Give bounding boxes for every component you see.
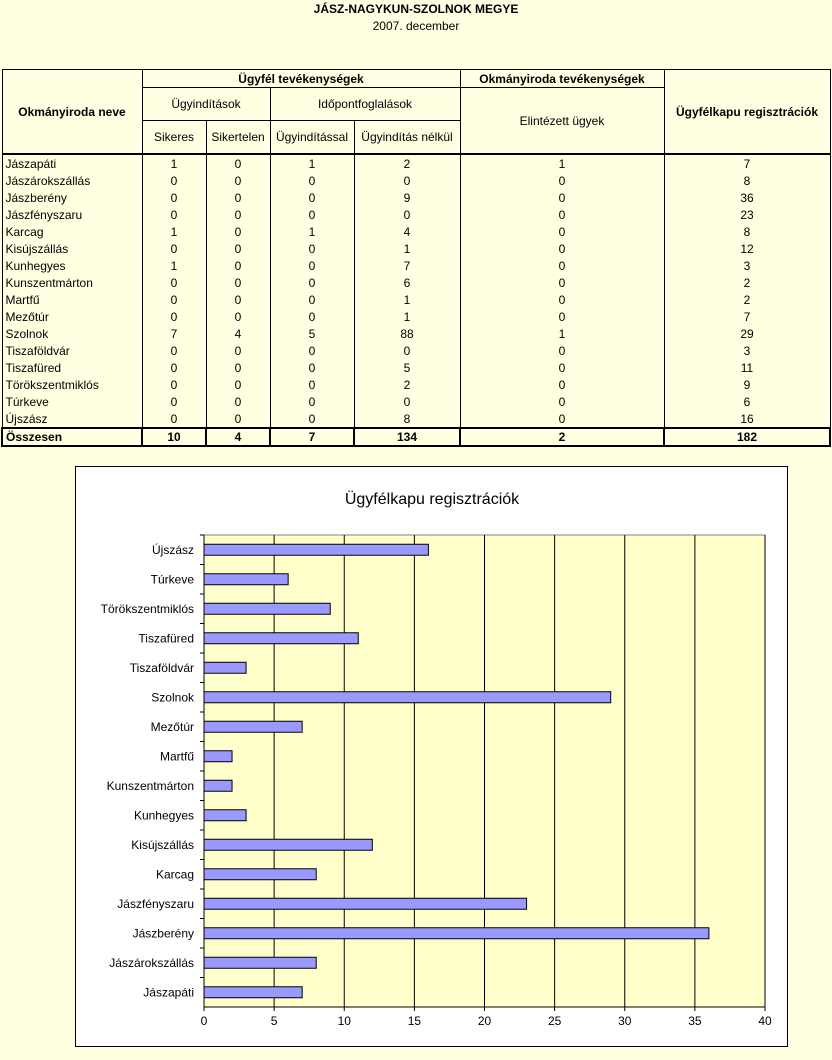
cell-sikeres: 0 [142,376,206,393]
header-ugyinditasok: Ügyindítások [142,88,270,121]
data-table [1,69,831,447]
cell-nelkul: 0 [354,342,460,359]
bar [204,721,302,732]
cell-elintezett: 0 [460,308,664,325]
cell-elintezett: 0 [460,359,664,376]
cell-name: Jászberény [2,189,142,206]
cell-sikeres: 0 [142,274,206,291]
cell-ugyinditassal: 0 [270,359,354,376]
cell-ugyinditassal: 0 [270,376,354,393]
header-sikertelen: Sikertelen [206,121,270,155]
table-row [2,393,830,410]
cell-ugyfelkapu: 16 [664,410,830,428]
cell-name: Martfű [2,291,142,308]
cell-name: Mezőtúr [2,308,142,325]
cell-sikertelen: 0 [206,223,270,240]
cell-ugyinditassal: 1 [270,223,354,240]
x-tick-label: 20 [477,1014,492,1028]
cell-name: Karcag [2,223,142,240]
cell-ugyfelkapu: 29 [664,325,830,342]
cell-elintezett: 1 [460,154,664,172]
cell-ugyfelkapu: 3 [664,257,830,274]
cell-ugyinditassal: 0 [270,342,354,359]
cell-nelkul: 1 [354,240,460,257]
cell-name: Kunszentmárton [2,274,142,291]
table-row [2,223,830,240]
cell-elintezett: 0 [460,172,664,189]
cell-name: Jászfényszaru [2,206,142,223]
cell-sikeres: 0 [142,308,206,325]
cell-sikertelen: 0 [206,359,270,376]
cell-sikertelen: 0 [206,274,270,291]
chart-area [75,466,788,1047]
cell-nelkul: 8 [354,410,460,428]
header-ugyfel-group: Ügyfél tevékenységek [142,70,460,88]
cell-nelkul: 1 [354,308,460,325]
table-row [2,376,830,393]
cell-ugyinditassal: 0 [270,274,354,291]
bar [204,869,316,880]
x-tick-label: 15 [407,1014,422,1028]
cell-name: Kisújszállás [2,240,142,257]
cell-name: Tiszaföldvár [2,342,142,359]
cell-sikeres: 0 [142,393,206,410]
cell-ugyfelkapu: 12 [664,240,830,257]
cell-ugyfelkapu: 6 [664,393,830,410]
header-okmany-group: Okmányiroda tevékenységek [460,70,664,88]
cell-name: Jászapáti [2,154,142,172]
bar [204,633,358,644]
header-ugyinditassal: Ügyindítással [270,121,354,155]
bar [204,544,428,555]
cell-name: Újszász [2,410,142,428]
x-tick-label: 25 [547,1014,562,1028]
cell-ugyfelkapu: 36 [664,189,830,206]
cell-nelkul: 7 [354,257,460,274]
table-row [2,240,830,257]
y-tick-label: Kunszentmárton [106,778,194,793]
cell-ugyfelkapu: 11 [664,359,830,376]
page-title: JÁSZ-NAGYKUN-SZOLNOK MEGYE [313,2,519,16]
page-subtitle: 2007. december [372,19,460,33]
cell-sikertelen: 0 [206,342,270,359]
y-tick-label: Karcag [155,867,194,882]
cell-elintezett: 0 [460,376,664,393]
cell-sikeres: 0 [142,206,206,223]
bar [204,898,527,909]
y-tick-label: Túrkeve [150,572,194,587]
bar [204,780,232,791]
cell-ugyfelkapu: 8 [664,172,830,189]
header-nelkul: Ügyindítás nélkül [354,121,460,155]
cell-sikertelen: 0 [206,257,270,274]
cell-nelkul: 1 [354,291,460,308]
cell-sikertelen: 0 [206,308,270,325]
y-tick-label: Szolnok [151,690,194,705]
x-tick-label: 30 [618,1014,632,1028]
bar [204,810,246,821]
y-tick-label: Kunhegyes [133,808,194,823]
cell-elintezett: 0 [460,223,664,240]
total-sikertelen: 4 [206,428,270,446]
cell-nelkul: 0 [354,206,460,223]
cell-ugyinditassal: 0 [270,189,354,206]
x-tick-label: 40 [758,1014,772,1028]
y-tick-label: Újszász [151,542,194,557]
cell-sikertelen: 0 [206,240,270,257]
cell-elintezett: 0 [460,206,664,223]
header-idopontfoglalasok: Időpontfoglalások [270,88,460,121]
cell-ugyinditassal: 0 [270,206,354,223]
cell-ugyfelkapu: 8 [664,223,830,240]
cell-nelkul: 5 [354,359,460,376]
bar [204,957,316,968]
y-tick-label: Martfű [159,749,194,764]
cell-ugyfelkapu: 7 [664,154,830,172]
table-row [2,359,830,376]
cell-sikeres: 0 [142,172,206,189]
cell-nelkul: 88 [354,325,460,342]
bar [204,662,246,673]
cell-sikeres: 0 [142,291,206,308]
cell-sikertelen: 0 [206,206,270,223]
cell-sikeres: 0 [142,240,206,257]
cell-ugyinditassal: 0 [270,257,354,274]
cell-nelkul: 0 [354,172,460,189]
x-tick-label: 35 [688,1014,702,1028]
y-tick-label: Jászfényszaru [117,896,194,911]
cell-sikertelen: 0 [206,189,270,206]
total-label: Összesen [2,428,142,446]
x-tick-label: 5 [270,1014,278,1028]
table-row [2,342,830,359]
cell-ugyinditassal: 0 [270,410,354,428]
cell-sikertelen: 0 [206,154,270,172]
cell-sikeres: 0 [142,359,206,376]
cell-ugyfelkapu: 2 [664,274,830,291]
cell-ugyinditassal: 5 [270,325,354,342]
table-row [2,308,830,325]
cell-sikertelen: 0 [206,291,270,308]
total-ugyfelkapu: 182 [664,428,830,446]
cell-elintezett: 0 [460,410,664,428]
cell-ugyinditassal: 1 [270,154,354,172]
bar [204,603,330,614]
cell-name: Túrkeve [2,393,142,410]
cell-sikertelen: 0 [206,172,270,189]
cell-ugyfelkapu: 9 [664,376,830,393]
table-row [2,206,830,223]
cell-sikertelen: 0 [206,410,270,428]
total-elintezett: 2 [460,428,664,446]
table-row [2,274,830,291]
chart-title: Ügyfélkapu regisztrációk [344,491,520,508]
x-tick-label: 0 [200,1014,208,1028]
cell-sikeres: 1 [142,257,206,274]
cell-elintezett: 0 [460,257,664,274]
y-tick-label: Kisújszállás [131,837,194,852]
y-tick-label: Jászapáti [143,985,194,1000]
y-tick-label: Tiszafüred [138,631,194,646]
cell-nelkul: 2 [354,154,460,172]
header-elintezett: Elintézett ügyek [460,88,664,155]
cell-elintezett: 0 [460,240,664,257]
cell-elintezett: 1 [460,325,664,342]
cell-name: Szolnok [2,325,142,342]
table-row [2,189,830,206]
cell-sikertelen: 4 [206,325,270,342]
table-row [2,257,830,274]
bar [204,839,372,850]
cell-sikeres: 0 [142,189,206,206]
y-tick-label: Jászberény [132,926,194,941]
cell-ugyinditassal: 0 [270,393,354,410]
cell-sikertelen: 0 [206,393,270,410]
y-tick-label: Jászárokszállás [109,955,194,970]
cell-ugyfelkapu: 7 [664,308,830,325]
y-tick-label: Mezőtúr [150,719,194,734]
cell-name: Jászárokszállás [2,172,142,189]
cell-ugyfelkapu: 3 [664,342,830,359]
cell-ugyinditassal: 0 [270,291,354,308]
cell-elintezett: 0 [460,274,664,291]
cell-elintezett: 0 [460,291,664,308]
cell-name: Tiszafüred [2,359,142,376]
cell-nelkul: 0 [354,393,460,410]
cell-nelkul: 2 [354,376,460,393]
header-sikeres: Sikeres [142,121,206,155]
cell-nelkul: 4 [354,223,460,240]
table-row [2,291,830,308]
bar [204,987,302,998]
cell-ugyinditassal: 0 [270,172,354,189]
total-sikeres: 10 [142,428,206,446]
cell-nelkul: 9 [354,189,460,206]
cell-sikeres: 1 [142,154,206,172]
bar-chart [76,467,789,1048]
cell-sikeres: 0 [142,410,206,428]
table-row [2,410,830,428]
x-tick-label: 10 [337,1014,351,1028]
cell-sikeres: 0 [142,342,206,359]
cell-name: Kunhegyes [2,257,142,274]
cell-sikeres: 1 [142,223,206,240]
header-office-name: Okmányiroda neve [2,70,142,155]
bar [204,751,232,762]
cell-ugyfelkapu: 2 [664,291,830,308]
cell-nelkul: 6 [354,274,460,291]
y-tick-label: Tiszaföldvár [129,660,194,675]
total-ugyinditassal: 7 [270,428,354,446]
y-tick-label: Törökszentmiklós [100,601,194,616]
cell-sikertelen: 0 [206,376,270,393]
table-total-row [2,428,830,446]
cell-name: Törökszentmiklós [2,376,142,393]
bar [204,928,709,939]
cell-sikeres: 7 [142,325,206,342]
cell-ugyinditassal: 0 [270,240,354,257]
bar [204,692,611,703]
cell-elintezett: 0 [460,393,664,410]
total-nelkul: 134 [354,428,460,446]
cell-elintezett: 0 [460,342,664,359]
table-row [2,154,830,172]
cell-ugyinditassal: 0 [270,308,354,325]
cell-ugyfelkapu: 23 [664,206,830,223]
table-row [2,172,830,189]
bar [204,574,288,585]
header-ugyfelkapu: Ügyfélkapu regisztrációk [664,70,830,155]
cell-elintezett: 0 [460,189,664,206]
table-row [2,325,830,342]
